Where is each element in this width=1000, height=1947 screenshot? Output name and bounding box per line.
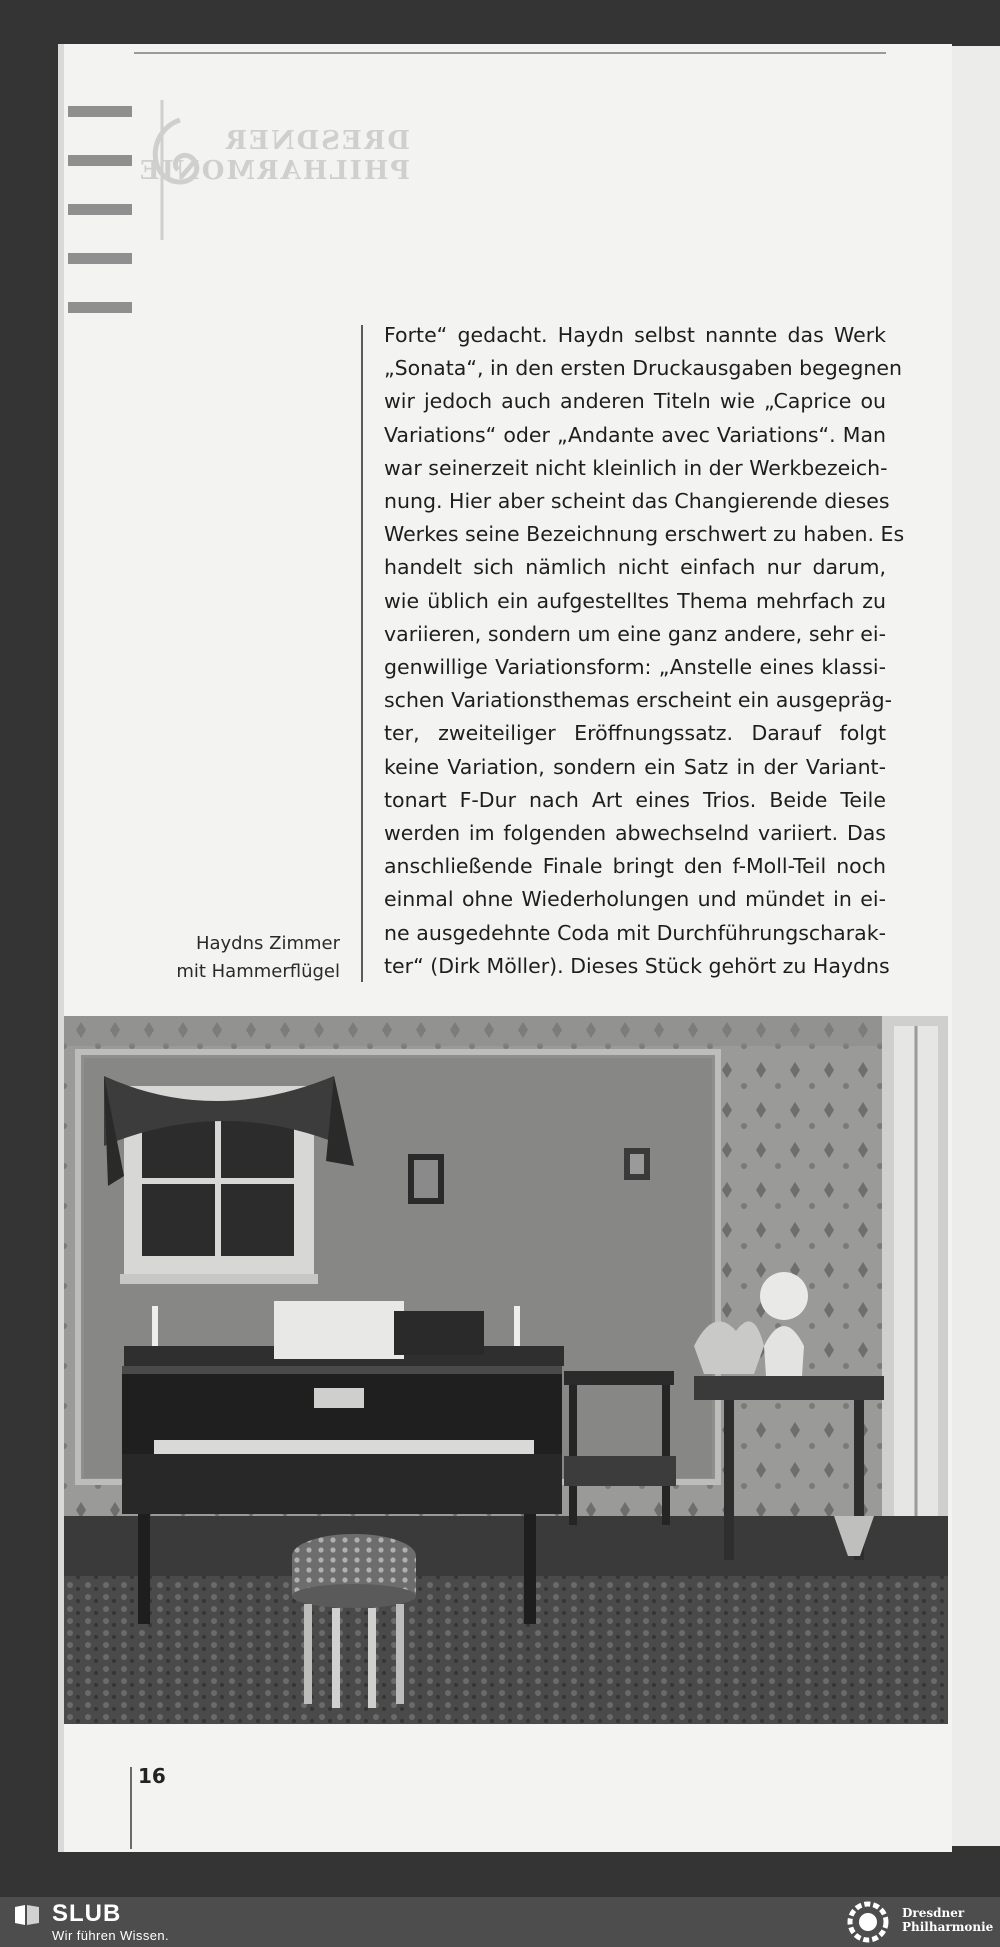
body-line: handelt sich nämlich nicht einfach nur darum,	[384, 555, 886, 580]
page-number-rule	[130, 1767, 132, 1849]
body-line: Werkes seine Bezeichnung erschwert zu haben. Es	[384, 522, 905, 547]
body-line: ter“ (Dirk Möller). Dieses Stück gehört zu Haydns	[384, 953, 890, 978]
body-line: genwillige Variationsform: „Anstelle eines klassi-	[384, 655, 886, 680]
partner-name-line2: Philharmonie	[902, 1920, 994, 1934]
slub-tagline: Wir führen Wissen.	[52, 1928, 170, 1943]
partner-name	[902, 1906, 993, 1934]
dresdner-philharmonie-logo-icon	[842, 1901, 894, 1943]
body-line: „Sonata“, in den ersten Druckausgaben begegnen	[384, 356, 902, 381]
room-photo-illustration	[64, 1016, 948, 1724]
partner-name-line1: Dresdner	[902, 1906, 965, 1920]
body-line: anschließende Finale bringt den f-Moll-Teil noch	[384, 854, 886, 879]
adjacent-page-edge	[952, 46, 1000, 1846]
margin-stripe	[68, 253, 132, 264]
column-divider	[361, 325, 363, 982]
body-line: ter, zweiteiliger Eröffnungssatz. Darauf folgt	[384, 721, 886, 746]
body-line: wir jedoch auch anderen Titeln wie „Caprice ou	[384, 389, 886, 414]
body-line: nung. Hier aber scheint das Changierende dieses	[384, 489, 890, 514]
show-through-logo-line2: PHILHARMONIE	[137, 156, 410, 186]
show-through-logo	[130, 100, 410, 240]
body-line: variieren, sondern um eine ganz andere, sehr ei-	[384, 621, 886, 646]
body-line: war seinerzeit nicht kleinlich in der Werkbezeich-	[384, 455, 888, 480]
margin-stripe	[68, 204, 132, 215]
body-line: keine Variation, sondern ein Satz in der Variant-	[384, 754, 886, 779]
body-line: ne ausgedehnte Coda mit Durchführungscharak-	[384, 920, 886, 945]
page-number: 16	[138, 1764, 166, 1788]
show-through-clef-icon	[130, 100, 410, 240]
top-rule	[134, 52, 886, 54]
margin-stripe	[68, 106, 132, 117]
body-line: Variations“ oder „Andante avec Variations“. Man	[384, 422, 886, 447]
body-line: wie üblich ein aufgestelltes Thema mehrfach zu	[384, 588, 886, 613]
margin-stripe	[68, 155, 132, 166]
body-line: werden im folgenden abwechselnd variiert. Das	[384, 821, 886, 846]
room-photo	[64, 1016, 948, 1724]
show-through-logo-line1: DRESDNER	[223, 126, 410, 156]
footer-bar	[0, 1897, 1000, 1947]
body-line: schen Variationsthemas erscheint ein ausgepräg-	[384, 688, 892, 713]
body-line: einmal ohne Wiederholungen und mündet in ei-	[384, 887, 886, 912]
slub-logo-icon	[14, 1904, 40, 1926]
caption-line: Haydns Zimmer	[195, 933, 340, 954]
body-line: Forte“ gedacht. Haydn selbst nannte das Werk	[384, 323, 886, 347]
caption-line: mit Hammerflügel	[176, 961, 340, 982]
photo-caption	[176, 930, 340, 986]
article-body	[384, 319, 905, 983]
slub-name: SLUB	[52, 1900, 122, 1927]
body-line: tonart F-Dur nach Art eines Trios. Beide Teile	[384, 787, 886, 812]
margin-stripe	[68, 302, 132, 313]
